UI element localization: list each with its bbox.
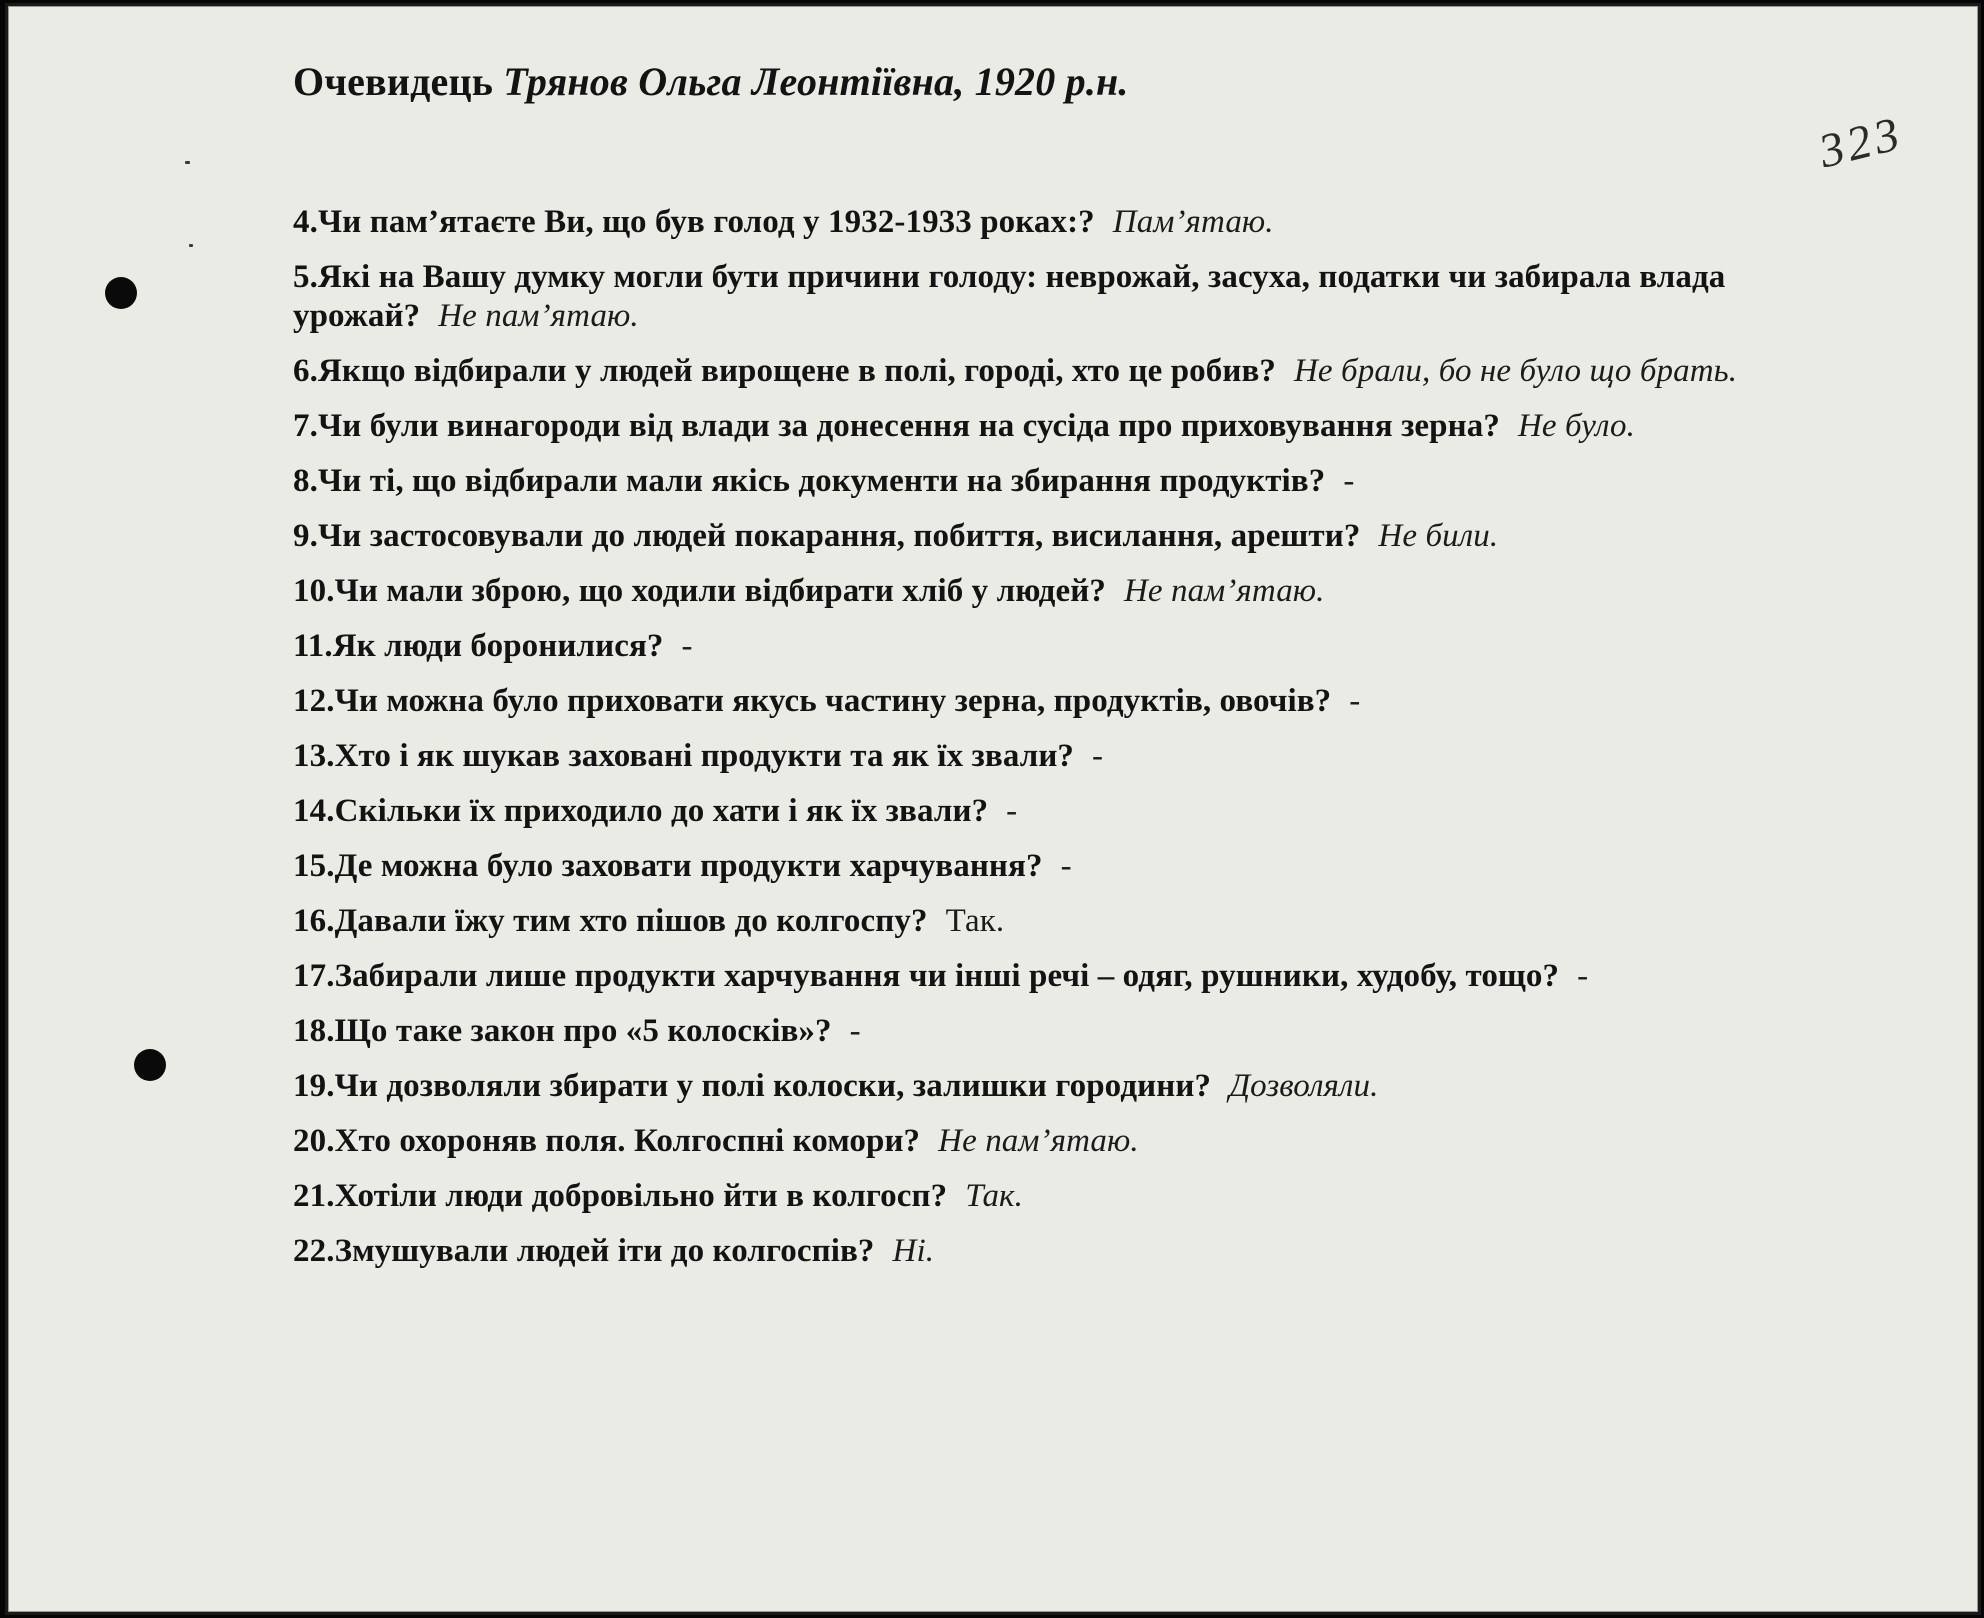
question-item	[293, 1012, 1853, 1051]
question-text: Чи можна було приховати якусь частину зерна, продуктів, овочів?	[334, 683, 1332, 719]
question-text: Скільки їх приходило до хати і як їх звали?	[334, 793, 989, 829]
answer-text: Не пам’ятаю.	[438, 298, 639, 334]
question-number: 19.	[293, 1068, 335, 1104]
question-text: Які на Вашу думку могли бути причини голоду: неврожай, засуха, податки чи забирала влада урожай?	[293, 259, 1726, 334]
question-item	[293, 627, 1853, 666]
question-number: 22.	[293, 1233, 335, 1269]
question-item	[293, 572, 1853, 611]
question-item	[293, 407, 1853, 446]
question-text: Чи застосовували до людей покарання, побиття, висилання, арешти?	[317, 518, 1361, 554]
answer-text: -	[681, 628, 693, 664]
question-text: Що таке закон про «5 колосків»?	[334, 1013, 832, 1049]
answer-text: Так.	[945, 903, 1005, 939]
question-number: 11.	[293, 628, 333, 664]
question-text: Чи мали зброю, що ходили відбирати хліб у людей?	[334, 573, 1106, 609]
answer-text: Не пам’ятаю.	[1123, 573, 1325, 609]
answer-text: -	[1092, 738, 1104, 774]
question-text: Чи ті, що відбирали мали якісь документи на збирання продуктів?	[317, 463, 1326, 499]
answer-text: -	[1349, 683, 1361, 719]
question-number: 4.	[293, 204, 318, 240]
question-number: 16.	[293, 903, 335, 939]
answer-text: -	[1343, 463, 1355, 499]
question-item	[293, 1177, 1853, 1216]
question-text: Змушували людей іти до колгоспів?	[334, 1233, 875, 1269]
question-number: 12.	[293, 683, 335, 719]
question-item	[293, 792, 1853, 831]
question-text: Де можна було заховати продукти харчування?	[334, 848, 1043, 884]
question-number: 7.	[293, 408, 318, 444]
question-text: Давали їжу тим хто пішов до колгоспу?	[334, 903, 928, 939]
page-title	[293, 41, 1853, 123]
question-number: 15.	[293, 848, 335, 884]
question-item	[293, 1122, 1853, 1161]
handwritten-page-number: 323	[1813, 106, 1909, 179]
answer-text: Пам’ятаю.	[1112, 204, 1274, 240]
question-text: Чи були винагороди від влади за донесення на сусіда про приховування зерна?	[317, 408, 1500, 444]
question-number: 14.	[293, 793, 335, 829]
question-text: Забирали лише продукти харчування чи інші речі – одяг, рушники, худобу, тощо?	[334, 958, 1560, 994]
question-text: Хто і як шукав заховані продукти та як їх звали?	[334, 738, 1075, 774]
answer-text: Не брали, бо не було що брать.	[1294, 353, 1738, 389]
question-number: 5.	[293, 259, 318, 295]
question-number: 8.	[293, 463, 318, 499]
answer-text: Не було.	[1517, 408, 1635, 444]
header-label: Очевидець	[293, 59, 494, 104]
paper-speck	[189, 244, 193, 247]
answer-text: Ні.	[892, 1233, 935, 1269]
answer-text: Не пам’ятаю.	[938, 1123, 1139, 1159]
question-text: Якщо відбирали у людей вирощене в полі, городі, хто це робив?	[317, 353, 1276, 389]
punch-hole-bottom	[134, 1049, 166, 1081]
question-number: 6.	[293, 353, 318, 389]
question-list	[293, 203, 1853, 1271]
question-number: 17.	[293, 958, 335, 994]
question-item	[293, 957, 1853, 996]
question-number: 9.	[293, 518, 318, 554]
answer-text: Дозволяли.	[1229, 1068, 1379, 1104]
document-content	[293, 41, 1853, 1287]
question-number: 10.	[293, 573, 335, 609]
answer-text: -	[1577, 958, 1589, 994]
question-text: Хто охороняв поля. Колгоспні комори?	[334, 1123, 921, 1159]
paper-speck	[185, 161, 190, 164]
question-item	[293, 737, 1853, 776]
punch-hole-top	[105, 277, 137, 309]
answer-text: Так.	[965, 1178, 1023, 1214]
question-number: 20.	[293, 1123, 335, 1159]
question-item	[293, 847, 1853, 886]
question-text: Чи дозволяли збирати у полі колоски, залишки городини?	[334, 1068, 1212, 1104]
question-item	[293, 682, 1853, 721]
question-text: Як люди боронилися?	[332, 628, 664, 664]
question-item	[293, 1067, 1853, 1106]
answer-text: -	[849, 1013, 861, 1049]
question-number: 18.	[293, 1013, 335, 1049]
question-text: Чи пам’ятаєте Ви, що був голод у 1932-1933 роках:?	[317, 204, 1095, 240]
witness-name: Трянов Ольга Леонтіївна, 1920 р.н.	[503, 59, 1129, 104]
question-item	[293, 902, 1853, 941]
document-page	[8, 6, 1978, 1612]
question-number: 13.	[293, 738, 335, 774]
answer-text: -	[1006, 793, 1018, 829]
question-item	[293, 352, 1853, 391]
question-text: Хотіли люди добровільно йти в колгосп?	[334, 1178, 948, 1214]
answer-text: -	[1060, 848, 1072, 884]
question-item	[293, 1232, 1853, 1271]
question-item	[293, 258, 1853, 336]
question-item	[293, 462, 1853, 501]
question-item	[293, 517, 1853, 556]
question-item	[293, 203, 1853, 242]
answer-text: Не били.	[1378, 518, 1499, 554]
question-number: 21.	[293, 1178, 335, 1214]
